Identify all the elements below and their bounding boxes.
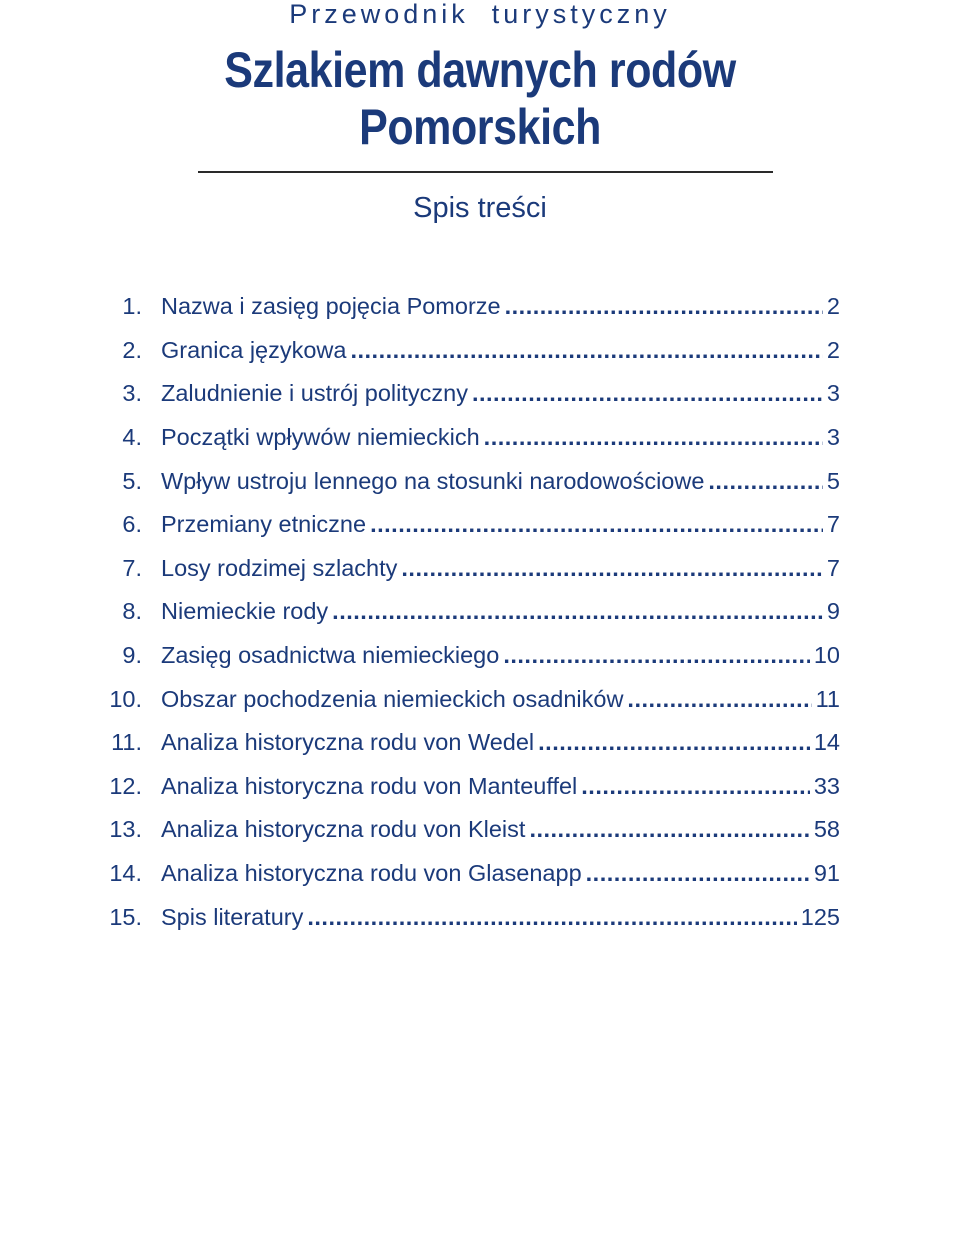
toc-entry[interactable] bbox=[0, 808, 960, 852]
toc-entry[interactable] bbox=[0, 721, 960, 765]
title-divider bbox=[198, 171, 773, 173]
toc-entry[interactable] bbox=[0, 634, 960, 678]
table-of-contents bbox=[0, 285, 960, 939]
toc-entry-number: 10. bbox=[109, 685, 142, 712]
toc-entry-number: 8. bbox=[122, 598, 142, 625]
toc-entry-label: Niemieckie rody bbox=[161, 598, 329, 625]
toc-entry[interactable] bbox=[0, 590, 960, 634]
toc-entry[interactable] bbox=[0, 547, 960, 591]
toc-entry-number: 15. bbox=[109, 903, 142, 930]
toc-entry-label: Analiza historyczna rodu von Kleist bbox=[161, 816, 526, 843]
toc-entry[interactable] bbox=[0, 329, 960, 373]
toc-dot-leader bbox=[307, 904, 796, 931]
toc-entry-number: 13. bbox=[109, 816, 142, 843]
toc-entry[interactable] bbox=[0, 459, 960, 503]
toc-entry-label: Początki wpływów niemieckich bbox=[161, 424, 480, 451]
toc-dot-leader bbox=[484, 424, 823, 451]
toc-entry-number: 6. bbox=[122, 511, 142, 538]
toc-entry-page: 91 bbox=[813, 860, 840, 887]
toc-dot-leader bbox=[581, 773, 810, 800]
toc-entry-number: 14. bbox=[109, 860, 142, 887]
document-title-line-1: Szlakiem dawnych rodów bbox=[224, 42, 736, 98]
toc-entry-number: 4. bbox=[122, 424, 142, 451]
toc-entry-label: Zasięg osadnictwa niemieckiego bbox=[161, 642, 500, 669]
guide-subtitle: Przewodnik turystyczny bbox=[289, 0, 671, 29]
toc-heading: Spis treści bbox=[413, 192, 547, 224]
toc-entry-page: 10 bbox=[813, 642, 840, 669]
toc-entry-page: 58 bbox=[813, 816, 840, 843]
toc-entry[interactable] bbox=[0, 416, 960, 460]
toc-entry[interactable] bbox=[0, 852, 960, 896]
toc-entry-label: Obszar pochodzenia niemieckich osadników bbox=[161, 685, 624, 712]
toc-entry-page: 7 bbox=[826, 511, 840, 538]
toc-entry[interactable] bbox=[0, 503, 960, 547]
toc-entry-label: Analiza historyczna rodu von Wedel bbox=[161, 729, 535, 756]
toc-entry-number: 7. bbox=[122, 554, 142, 581]
toc-dot-leader bbox=[401, 555, 823, 582]
toc-entry-page: 11 bbox=[815, 685, 840, 712]
document-title-line-2: Pomorskich bbox=[359, 99, 601, 155]
toc-dot-leader bbox=[538, 729, 810, 756]
toc-dot-leader bbox=[627, 686, 811, 713]
toc-dot-leader bbox=[503, 642, 810, 669]
toc-entry-label: Wpływ ustroju lennego na stosunki narodowościowe bbox=[161, 467, 705, 494]
toc-dot-leader bbox=[472, 380, 823, 407]
toc-entry-label: Nazwa i zasięg pojęcia Pomorze bbox=[161, 293, 501, 320]
toc-entry[interactable] bbox=[0, 895, 960, 939]
toc-entry-label: Analiza historyczna rodu von Manteuffel bbox=[161, 772, 578, 799]
toc-entry-number: 3. bbox=[122, 380, 142, 407]
toc-entry-page: 3 bbox=[826, 380, 840, 407]
toc-entry-number: 9. bbox=[122, 642, 142, 669]
toc-entry-number: 11. bbox=[111, 729, 142, 756]
toc-dot-leader bbox=[505, 293, 823, 320]
toc-dot-leader bbox=[529, 816, 809, 843]
toc-entry-page: 2 bbox=[826, 293, 840, 320]
toc-entry-label: Losy rodzimej szlachty bbox=[161, 554, 398, 581]
toc-entry[interactable] bbox=[0, 285, 960, 329]
toc-entry-page: 9 bbox=[826, 598, 840, 625]
toc-dot-leader bbox=[708, 468, 823, 495]
toc-entry-label: Analiza historyczna rodu von Glasenapp bbox=[161, 860, 582, 887]
toc-dot-leader bbox=[332, 598, 823, 625]
toc-entry-page: 14 bbox=[813, 729, 840, 756]
toc-dot-leader bbox=[370, 511, 823, 538]
toc-entry-page: 7 bbox=[826, 554, 840, 581]
toc-entry-page: 3 bbox=[826, 424, 840, 451]
toc-entry-label: Granica językowa bbox=[161, 336, 347, 363]
toc-entry-page: 2 bbox=[826, 336, 840, 363]
toc-entry[interactable] bbox=[0, 372, 960, 416]
toc-entry-label: Spis literatury bbox=[161, 903, 304, 930]
toc-dot-leader bbox=[586, 860, 810, 887]
toc-entry-label: Zaludnienie i ustrój polityczny bbox=[161, 380, 468, 407]
toc-dot-leader bbox=[350, 337, 822, 364]
toc-entry-number: 5. bbox=[122, 467, 142, 494]
toc-entry[interactable] bbox=[0, 765, 960, 809]
toc-entry-number: 12. bbox=[109, 772, 142, 799]
toc-entry-number: 2. bbox=[122, 336, 142, 363]
toc-entry-page: 125 bbox=[800, 903, 840, 930]
toc-entry-page: 5 bbox=[826, 467, 840, 494]
toc-entry-label: Przemiany etniczne bbox=[161, 511, 367, 538]
toc-entry[interactable] bbox=[0, 677, 960, 721]
toc-entry-page: 33 bbox=[813, 772, 840, 799]
toc-entry-number: 1. bbox=[122, 293, 142, 320]
